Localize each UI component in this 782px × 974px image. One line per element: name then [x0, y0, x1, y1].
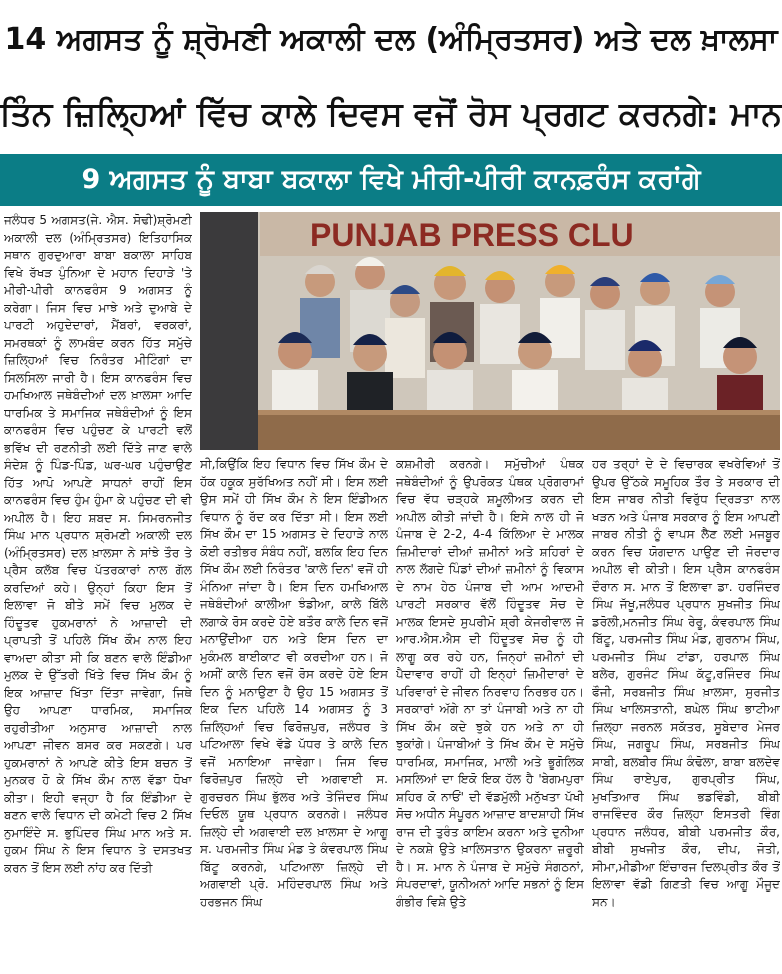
article-column-1 [4, 212, 192, 968]
headline-line-1: 14 ਅਗਸਤ ਨੂੰ ਸ਼੍ਰੋਮਣੀ ਅਕਾਲੀ ਦਲ (ਅੰਮ੍ਰਿਤਸਰ) ਅਤੇ ਦਲ ਖ਼ਾਲਸਾ [4, 22, 778, 57]
subheadline: 9 ਅਗਸਤ ਨੂੰ ਬਾਬਾ ਬਕਾਲਾ ਵਿਖੇ ਮੀਰੀ-ਪੀਰੀ ਕਾਨਫ਼ਰੰਸ ਕਰਾਂਗੇ [81, 164, 701, 195]
article-column-2-text: ਸੀ,ਕਿਉਂਕਿ ਇਹ ਵਿਧਾਨ ਵਿਚ ਸਿੱਖ ਕੌਮ ਦੇ ਹੱਕ ਹਕੂਕ ਸੁਰੱਖਿਅਤ ਨਹੀਂ ਸੀ। ਇਸ ਲਈ ਉਸ ਸਮੇਂ ਹੀ ਸਿੱਖ ਕੌਮ ਨੇ ਇਸ ਇੰਡੀਅਨ ਵਿਧਾਨ ਨੂੰ ਰੱਦ ਕਰ ਦਿੱਤਾ ਸੀ। ਇਸ ਲਈ ਸਿੱਖ ਕੌਮ ਦਾ 15 ਅਗਸਤ ਦੇ ਦਿਹਾੜੇ ਨਾਲ ਕੋਈ ਰਤੀਭਰ ਸੰਬੰਧ ਨਹੀਂ, ਬਲਕਿ ਇਹ ਦਿਨ ਸਿੱਖ ਕੌਮ ਲਈ ਨਿਰੰਤਰ 'ਕਾਲੇ ਦਿਨ' ਵਜੋਂ ਹੀ ਮੰਨਿਆ ਜਾਂਦਾ ਹੈ। ਇਸ ਦਿਨ ਹਮਖਿਆਲ ਜਥੇਬੰਦੀਆਂ ਕਾਲੀਆ ਝੰਡੀਆ, ਕਾਲੇ ਬਿੱਲੇ ਲਗਾਕੇ ਰੋਸ ਕਰਦੇ ਹੋਏ ਬਤੌਰ ਕਾਲੇ ਦਿਨ ਵਜੋਂ ਮਨਾਉਂਦੀਆ ਹਨ ਅਤੇ ਇਸ ਦਿਨ ਦਾ ਮੁਕੰਮਲ ਬਾਈਕਾਟ ਵੀ ਕਰਦੀਆ ਹਨ। ਜੋ ਅਸੀਂ ਕਾਲੇ ਦਿਨ ਵਜੋਂ ਰੋਸ ਕਰਦੇ ਹੋਏ ਇਸ ਦਿਨ ਨੂੰ ਮਨਾਉਣਾ ਹੈ ਉਹ 15 ਅਗਸਤ ਤੋਂ ਇਕ ਦਿਨ ਪਹਿਲੇ 14 ਅਗਸਤ ਨੂੰ 3 ਜ਼ਿਲ੍ਹਿਆਂ ਵਿਚ ਫਿਰੋਜ਼ਪੁਰ, ਜਲੰਧਰ ਤੇ ਪਟਿਆਲਾ ਵਿਖੇ ਵੱਡੇ ਪੱਧਰ ਤੇ ਕਾਲੇ ਦਿਨ ਵਜੋਂ ਮਨਾਇਆ ਜਾਵੇਗਾ। ਜਿਸ ਵਿਚ ਫਿਰੋਜ਼ਪੁਰ ਜ਼ਿਲ੍ਹੇ ਦੀ ਅਗਵਾਈ ਸ. ਗੁਰਚਰਨ ਸਿੰਘ ਭੁੱਲਰ ਅਤੇ ਤੇਜਿੰਦਰ ਸਿੰਘ ਦਿਓਲ ਯੂਥ ਪ੍ਰਧਾਨ ਕਰਨਗੇ। ਜਲੰਧਰ ਜ਼ਿਲ੍ਹੇ ਦੀ ਅਗਵਾਈ ਦਲ ਖ਼ਾਲਸਾ ਦੇ ਆਗੂ ਸ. ਪਰਮਜੀਤ ਸਿੰਘ ਮੰਡ ਤੇ ਕੰਵਰਪਾਲ ਸਿੰਘ ਬਿੱਟੂ ਕਰਨਗੇ, ਪਟਿਆਲਾ ਜ਼ਿਲ੍ਹੇ ਦੀ ਅਗਵਾਈ ਪ੍ਰੋ. ਮਹਿੰਦਰਪਾਲ ਸਿੰਘ ਅਤੇ ਹਰਭਜਨ ਸਿੰਘ [200, 457, 388, 909]
subheadline-bar [0, 154, 782, 206]
article-column-1-text: ਜਲੰਧਰ 5 ਅਗਸਤ(ਜੇ. ਐਸ. ਸੋਢੀ)ਸ਼੍ਰੋਮਣੀ ਅਕਾਲੀ ਦਲ (ਅੰਮ੍ਰਿਤਸਰ) ਇਤਿਹਾਸਿਕ ਸਥਾਨ ਗੁਰਦੁਆਰਾ ਬਾਬਾ ਬਕਾਲਾ ਸਾਹਿਬ ਵਿਖੇ ਰੱਖੜ ਪੁੰਨਿਆ ਦੇ ਮਹਾਨ ਦਿਹਾੜੇ 'ਤੇ ਮੀਰੀ-ਪੀਰੀ ਕਾਨਫਰੰਸ 9 ਅਗਸਤ ਨੂੰ ਕਰੇਗਾ। ਜਿਸ ਵਿਚ ਮਾਝੇ ਅਤੇ ਦੁਆਬੇ ਦੇ ਪਾਰਟੀ ਅਹੁਦੇਦਾਰਾਂ, ਮੈਂਬਰਾਂ, ਵਰਕਰਾਂ, ਸਮਰਥਕਾਂ ਨੂੰ ਲਾਮਬੰਦ ਕਰਨ ਹਿੱਤ ਸਮੁੱਚੇ ਜ਼ਿਲ੍ਹਿਆਂ ਵਿਚ ਨਿਰੰਤਰ ਮੀਟਿੰਗਾਂ ਦਾ ਸਿਲਸਿਲਾ ਜਾਰੀ ਹੈ। ਇਸ ਕਾਨਫਰੰਸ ਵਿਚ ਹਮਖਿਆਲ ਜਥੇਬੰਦੀਆਂ ਦਲ ਖ਼ਾਲਸਾ ਆਦਿ ਧਾਰਮਿਕ ਤੇ ਸਮਾਜਿਕ ਜਥੇਬੰਦੀਆਂ ਨੂੰ ਇਸ ਕਾਨਫਰੰਸ ਵਿਚ ਪਹੁੰਚਣ ਕੇ ਪਾਰਟੀ ਵਲੋਂ ਭਵਿੱਖ ਦੀ ਰਣਨੀਤੀ ਲਈ ਦਿੱਤੇ ਜਾਣ ਵਾਲੇ ਸੰਦੇਸ਼ ਨੂੰ ਪਿੰਡ-ਪਿੰਡ, ਘਰ-ਘਰ ਪਹੁੰਚਾਉਣ ਹਿੱਤ ਆਪੋ ਆਪਣੇ ਸਾਧਨਾਂ ਰਾਹੀਂ ਇਸ ਕਾਨਫਰੰਸ ਵਿਚ ਹੁੰਮ ਹੁੰਮਾ ਕੇ ਪਹੁੰਚਣ ਦੀ ਵੀ ਅਪੀਲ ਹੈ। ਇਹ ਸ਼ਬਦ ਸ. ਸਿਮਰਨਜੀਤ ਸਿੰਘ ਮਾਨ ਪ੍ਰਧਾਨ ਸ਼੍ਰੋਮਣੀ ਅਕਾਲੀ ਦਲ (ਅੰਮ੍ਰਿਤਸਰ) ਦਲ ਖ਼ਾਲਸਾ ਨੇ ਸਾਂਝੇ ਤੌਰ ਤੇ ਪ੍ਰੈਸ ਕਲੱਬ ਵਿਚ ਪੱਤਰਕਾਰਾਂ ਨਾਲ ਗੱਲ ਕਰਦਿਆਂ ਕਹੇ। ਉਨ੍ਹਾਂ ਕਿਹਾ ਇਸ ਤੋਂ ਇਲਾਵਾ ਜੋ ਬੀਤੇ ਸਮੇਂ ਵਿਚ ਮੁਲਕ ਦੇ ਹਿੰਦੂਤਵ ਹੁਕਮਰਾਨਾਂ ਨੇ ਆਜ਼ਾਦੀ ਦੀ ਪ੍ਰਾਪਤੀ ਤੋਂ ਪਹਿਲੇ ਸਿੱਖ ਕੌਮ ਨਾਲ ਇਹ ਵਾਅਦਾ ਕੀਤਾ ਸੀ ਕਿ ਬਣਨ ਵਾਲੇ ਇੰਡੀਆ ਮੁਲਕ ਦੇ ਉੱਤਰੀ ਖਿੱਤੇ ਵਿਚ ਸਿੱਖ ਕੌਮ ਨੂੰ ਇਕ ਆਜ਼ਾਦ ਖਿੱਤਾ ਦਿੱਤਾ ਜਾਵੇਗਾ, ਜਿਥੇ ਉਹ ਆਪਣਾ ਧਾਰਮਿਕ, ਸਮਾਜਿਕ ਰਹੁਰੀਤੀਆ ਅਨੁਸਾਰ ਆਜ਼ਾਦੀ ਨਾਲ ਆਪਣਾ ਜੀਵਨ ਬਸਰ ਕਰ ਸਕਣਗੇ। ਪਰ ਹੁਕਮਰਾਨਾਂ ਨੇ ਆਪਣੇ ਕੀਤੇ ਇਸ ਬਚਨ ਤੋਂ ਮੁਨਕਰ ਹੋ ਕੇ ਸਿੱਖ ਕੌਮ ਨਾਲ ਵੱਡਾ ਧੋਖਾ ਕੀਤਾ। ਇਹੀ ਵਜ੍ਹਾ ਹੈ ਕਿ ਇੰਡੀਆ ਦੇ ਬਣਨ ਵਾਲੇ ਵਿਧਾਨ ਦੀ ਕਮੇਟੀ ਵਿਚ 2 ਸਿੱਖ ਨੁਮਾਇੰਦੇ ਸ. ਭੁਪਿੰਦਰ ਸਿੰਘ ਮਾਨ ਅਤੇ ਸ. ਹੁਕਮ ਸਿੰਘ ਨੇ ਇਸ ਵਿਧਾਨ ਤੇ ਦਸਤਖਤ ਕਰਨ ਤੋਂ ਇਸ ਲਈ ਨਾਂਹ ਕਰ ਦਿੱਤੀ [4, 213, 192, 875]
article-column-3-text: ਕਸ਼ਮੀਰੀ ਕਰਨਗੇ। ਸਮੁੱਚੀਆਂ ਪੰਥਕ ਜਥੇਬੰਦੀਆਂ ਨੂੰ ਉਪਰੋਕਤ ਪੰਥਕ ਪ੍ਰੋਗਰਾਮਾਂ ਵਿਚ ਵੱਧ ਚੜ੍ਹਕੇ ਸ਼ਮੂਲੀਅਤ ਕਰਨ ਦੀ ਅਪੀਲ ਕੀਤੀ ਜਾਂਦੀ ਹੈ। ਇਸੇ ਨਾਲ ਹੀ ਜੋ ਪੰਜਾਬ ਦੇ 2-2, 4-4 ਕਿੱਲਿਆ ਦੇ ਮਾਲਕ ਜ਼ਿਮੀਦਾਰਾਂ ਦੀਆਂ ਜ਼ਮੀਨਾਂ ਅਤੇ ਸ਼ਹਿਰਾਂ ਦੇ ਨਾਲ ਲੱਗਦੇ ਪਿੰਡਾਂ ਦੀਆਂ ਜ਼ਮੀਨਾਂ ਨੂੰ ਵਿਕਾਸ ਦੇ ਨਾਮ ਹੇਠ ਪੰਜਾਬ ਦੀ ਆਮ ਆਦਮੀ ਪਾਰਟੀ ਸਰਕਾਰ ਵੱਲੋਂ ਹਿੰਦੂਤਵ ਸੋਚ ਦੇ ਮਾਲਕ ਇਸਦੇ ਸੁਪਰੀਮੋ ਸ਼੍ਰੀ ਕੇਜਰੀਵਾਲ ਜੋ ਆਰ.ਐਸ.ਐਸ ਦੀ ਹਿੰਦੂਤਵ ਸੋਚ ਨੂੰ ਹੀ ਲਾਗੂ ਕਰ ਰਹੇ ਹਨ, ਜਿਨ੍ਹਾਂ ਜ਼ਮੀਨਾਂ ਦੀ ਪੈਦਾਵਾਰ ਰਾਹੀਂ ਹੀ ਇਨ੍ਹਾਂ ਜ਼ਿਮੀਦਾਰਾਂ ਦੇ ਪਰਿਵਾਰਾਂ ਦੇ ਜੀਵਨ ਨਿਰਵਾਹ ਨਿਰਭਰ ਹਨ। ਸਰਕਾਰਾਂ ਅੱਗੇ ਨਾ ਤਾਂ ਪੰਜਾਬੀ ਅਤੇ ਨਾ ਹੀ ਸਿੱਖ ਕੌਮ ਕਦੇ ਝੁਕੇ ਹਨ ਅਤੇ ਨਾ ਹੀ ਝੁਕਾਂਗੇ। ਪੰਜਾਬੀਆਂ ਤੇ ਸਿੱਖ ਕੌਮ ਦੇ ਸਮੁੱਚੇ ਧਾਰਮਿਕ, ਸਮਾਜਿਕ, ਮਾਲੀ ਅਤੇ ਭੂਗੋਲਿਕ ਮਸਲਿਆਂ ਦਾ ਇਕੋ ਇਕ ਹੱਲ ਹੈ 'ਬੇਗਮਪੁਰਾ ਸ਼ਹਿਰ ਕੋ ਨਾਓਂ' ਦੀ ਵੱਡਮੁੱਲੀ ਮਨੁੱਖਤਾ ਪੱਖੀ ਸੋਚ ਅਧੀਨ ਸੰਪੂਰਨ ਆਜ਼ਾਦ ਬਾਦਸ਼ਾਹੀ ਸਿੱਖ ਰਾਜ ਦੀ ਤੁਰੰਤ ਕਾਇਮ ਕਰਨਾ ਅਤੇ ਦੁਨੀਆ ਦੇ ਨਕਸ਼ੇ ਉਤੇ ਖ਼ਾਲਿਸਤਾਨ ਉਕਰਨਾ ਜ਼ਰੂਰੀ ਹੈ। ਸ. ਮਾਨ ਨੇ ਪੰਜਾਬ ਦੇ ਸਮੁੱਚੇ ਸੰਗਠਨਾਂ, ਸੰਪਰਦਾਵਾਂ, ਯੂਨੀਅਨਾਂ ਆਦਿ ਸਭਨਾਂ ਨੂੰ ਇਸ ਗੰਭੀਰ ਵਿਸ਼ੇ ਉਤੇ [396, 457, 584, 909]
press-conference-illustration [200, 212, 780, 450]
press-conference-photo [200, 212, 780, 450]
article-column-4 [592, 456, 780, 968]
article-column-3 [396, 456, 584, 968]
article-column-4-text: ਹਰ ਤਰ੍ਹਾਂ ਦੇ ਦੇ ਵਿਚਾਰਕ ਵਖਰੇਵਿਆਂ ਤੋਂ ਉਪਰ ਉੱਠਕੇ ਸਮੂਹਿਕ ਤੌਰ ਤੇ ਸਰਕਾਰ ਦੀ ਇਸ ਜਾਬਰ ਨੀਤੀ ਵਿਰੁੱਧ ਦ੍ਰਿੜਤਾ ਨਾਲ ਖੜਨ ਅਤੇ ਪੰਜਾਬ ਸਰਕਾਰ ਨੂੰ ਇਸ ਆਪਣੀ ਜਾਬਰ ਨੀਤੀ ਨੂੰ ਵਾਪਸ ਲੈਣ ਲਈ ਮਜਬੂਰ ਕਰਨ ਵਿਚ ਯੋਗਦਾਨ ਪਾਉਣ ਦੀ ਜੋਰਦਾਰ ਅਪੀਲ ਵੀ ਕੀਤੀ। ਇਸ ਪ੍ਰੈਸ ਕਾਨਫਰੰਸ ਦੌਰਾਨ ਸ. ਮਾਨ ਤੋਂ ਇਲਾਵਾ ਡਾ. ਹਰਜਿੰਦਰ ਸਿੰਘ ਜੱਖੂ,ਜਲੰਧਰ ਪ੍ਰਧਾਨ ਸੁਖਜੀਤ ਸਿੰਘ ਡਰੋਲੀ,ਮਨਜੀਤ ਸਿੰਘ ਰੇਰੂ, ਕੰਵਰਪਾਲ ਸਿੰਘ ਬਿੱਟੂ, ਪਰਮਜੀਤ ਸਿੰਘ ਮੰਡ, ਗੁਰਨਾਮ ਸਿੰਘ, ਪਰਮਜੀਤ ਸਿੰਘ ਟਾਂਡਾ, ਹਰਪਾਲ ਸਿੰਘ ਬਲੇਰ, ਗੁਰਜੰਟ ਸਿੰਘ ਕੱਟੂ,ਰਜਿੰਦਰ ਸਿੰਘ ਫੌਜੀ, ਸਰਬਜੀਤ ਸਿੰਘ ਖ਼ਾਲਸਾ, ਸੁਰਜੀਤ ਸਿੰਘ ਖਾਲਿਸਤਾਨੀ, ਬਘੇਲ ਸਿੰਘ ਭਾਟੀਆ ਜ਼ਿਲ੍ਹਾ ਜਰਨਲ ਸਕੱਤਰ, ਸੂਬੇਦਾਰ ਮੇਜਰ ਸਿੰਘ, ਜਗਰੂਪ ਸਿੰਘ, ਸਰਬਜੀਤ ਸਿੰਘ ਸਾਬੀ, ਬਲਬੀਰ ਸਿੰਘ ਕੰਢੋਲਾ, ਬਾਬਾ ਬਲਦੇਵ ਸਿੰਘ ਰਾਏਪੁਰ, ਗੁਰਪ੍ਰੀਤ ਸਿੰਘ, ਮੁਖਤਿਆਰ ਸਿੰਘ ਭਡਵਿੰਡੀ, ਬੀਬੀ ਰਾਜਵਿੰਦਰ ਕੌਰ ਜ਼ਿਲ੍ਹਾ ਇਸਤਰੀ ਵਿੰਗ ਪ੍ਰਧਾਨ ਜਲੰਧਰ, ਬੀਬੀ ਪਰਮਜੀਤ ਕੌਰ, ਬੀਬੀ ਸੁਖਜੀਤ ਕੌਰ, ਦੀਪ, ਜੋਤੀ, ਸੀਮਾ,ਮੀਡੀਆ ਇੰਚਾਰਜ ਦਿਲਪ੍ਰੀਤ ਕੌਰ ਤੋਂ ਇਲਾਵਾ ਵੱਡੀ ਗਿਣਤੀ ਵਿਚ ਆਗੂ ਮੌਜੂਦ ਸਨ। [592, 457, 780, 909]
article-column-2 [200, 456, 388, 968]
banner-text: PUNJAB PRESS CLU [310, 217, 634, 253]
headline-line-2: ਤਿੰਨ ਜ਼ਿਲ੍ਹਿਆਂ ਵਿੱਚ ਕਾਲੇ ਦਿਵਸ ਵਜੋਂ ਰੋਸ ਪ੍ਰਗਟ ਕਰਨਗੇ: ਮਾਨ [0, 94, 782, 133]
